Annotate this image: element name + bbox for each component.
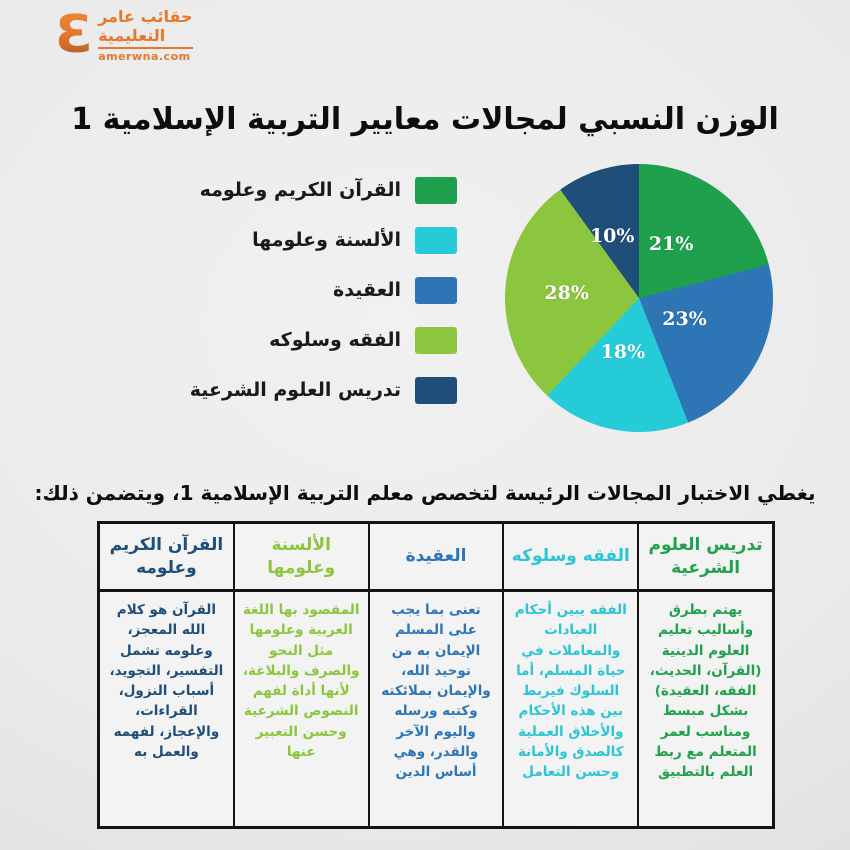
legend-swatch-lightgreen: [415, 327, 457, 354]
legend-item-alsina: [190, 226, 457, 254]
legend-label: الألسنة وعلومها: [252, 229, 401, 251]
column-body: يهتم بطرق وأساليب تعليم العلوم الدينية (القرآن، الحديث، الفقه، العقيدة) بشكل مبسط ومناسب لعمر المتعلم مع ربط العلم بالتطبيق: [649, 602, 762, 780]
legend-label: القرآن الكريم وعلومه: [199, 179, 401, 201]
pie-label-fiqh: 28%: [544, 281, 589, 304]
legend-swatch-green: [415, 177, 457, 204]
brand-website: amerwna.com: [98, 50, 191, 63]
column-body: القرآن هو كلام الله المعجز، وعلومه تشمل التفسير، التجويد، أسباب النزول، القراءات، والإعجاز، لفهمه والعمل به: [109, 602, 224, 760]
brand-logo: [56, 6, 193, 64]
column-header: العقيدة: [370, 524, 503, 592]
column-header: الفقه وسلوكه: [504, 524, 637, 592]
pie-legend: [190, 176, 457, 426]
logo-divider: [98, 47, 192, 49]
table-column-fiqh: [502, 524, 637, 826]
domains-table: [97, 521, 775, 829]
legend-label: العقيدة: [333, 279, 401, 301]
legend-item-fiqh: [190, 326, 457, 354]
brand-name-line1: حقائب عامر: [98, 7, 193, 26]
pie-chart: [505, 164, 773, 432]
legend-swatch-cyan: [415, 227, 457, 254]
column-header: القرآن الكريم وعلومه: [100, 524, 233, 592]
column-header: تدريس العلوم الشرعية: [639, 524, 772, 592]
pie-label-alsina: 18%: [600, 340, 646, 363]
column-body: تعنى بما يجب على المسلم الإيمان به من توحيد الله، والإيمان بملائكته وكتبه ورسله واليوم الآخر والقدر، وهي أساس الدين: [381, 602, 491, 780]
legend-label: الفقه وسلوكه: [269, 329, 401, 351]
brand-name-line2: التعليمية: [98, 26, 166, 45]
pie-label-quran: 21%: [648, 233, 694, 256]
pie-label-aqeedah: 23%: [662, 308, 707, 331]
brand-logo-text: [98, 7, 192, 63]
legend-item-tadrees: [190, 376, 457, 404]
legend-swatch-navy: [415, 377, 457, 404]
column-body: الفقه يبين أحكام العبادات والمعاملات في حياة المسلم، أما السلوك فيربط بين هذه الأحكام والأخلاق العملية كالصدق والأمانة وحسن التعامل: [514, 602, 627, 780]
legend-item-quran: [190, 176, 457, 204]
brand-logo-icon: Ɛ: [55, 5, 94, 65]
table-column-tadrees: [637, 524, 772, 826]
section-subtitle: يغطي الاختبار المجالات الرئيسة لتخصص معلم التربية الإسلامية 1، ويتضمن ذلك:: [34, 481, 816, 505]
legend-item-aqeedah: [190, 276, 457, 304]
table-column-alsina: [233, 524, 368, 826]
legend-label: تدريس العلوم الشرعية: [189, 379, 401, 401]
table-column-aqeedah: [368, 524, 503, 826]
pie-label-tadrees: 10%: [589, 225, 635, 248]
column-body: المقصود بها اللغة العربية وعلومها مثل النحو والصرف والبلاغة، لأنها أداة لفهم النصوص الشرعية وحسن التعبير عنها: [242, 602, 360, 760]
page-title: الوزن النسبي لمجالات معايير التربية الإسلامية 1: [71, 102, 779, 138]
table-column-quran: [100, 524, 233, 826]
column-header: الألسنة وعلومها: [235, 524, 368, 592]
legend-swatch-blue: [415, 277, 457, 304]
